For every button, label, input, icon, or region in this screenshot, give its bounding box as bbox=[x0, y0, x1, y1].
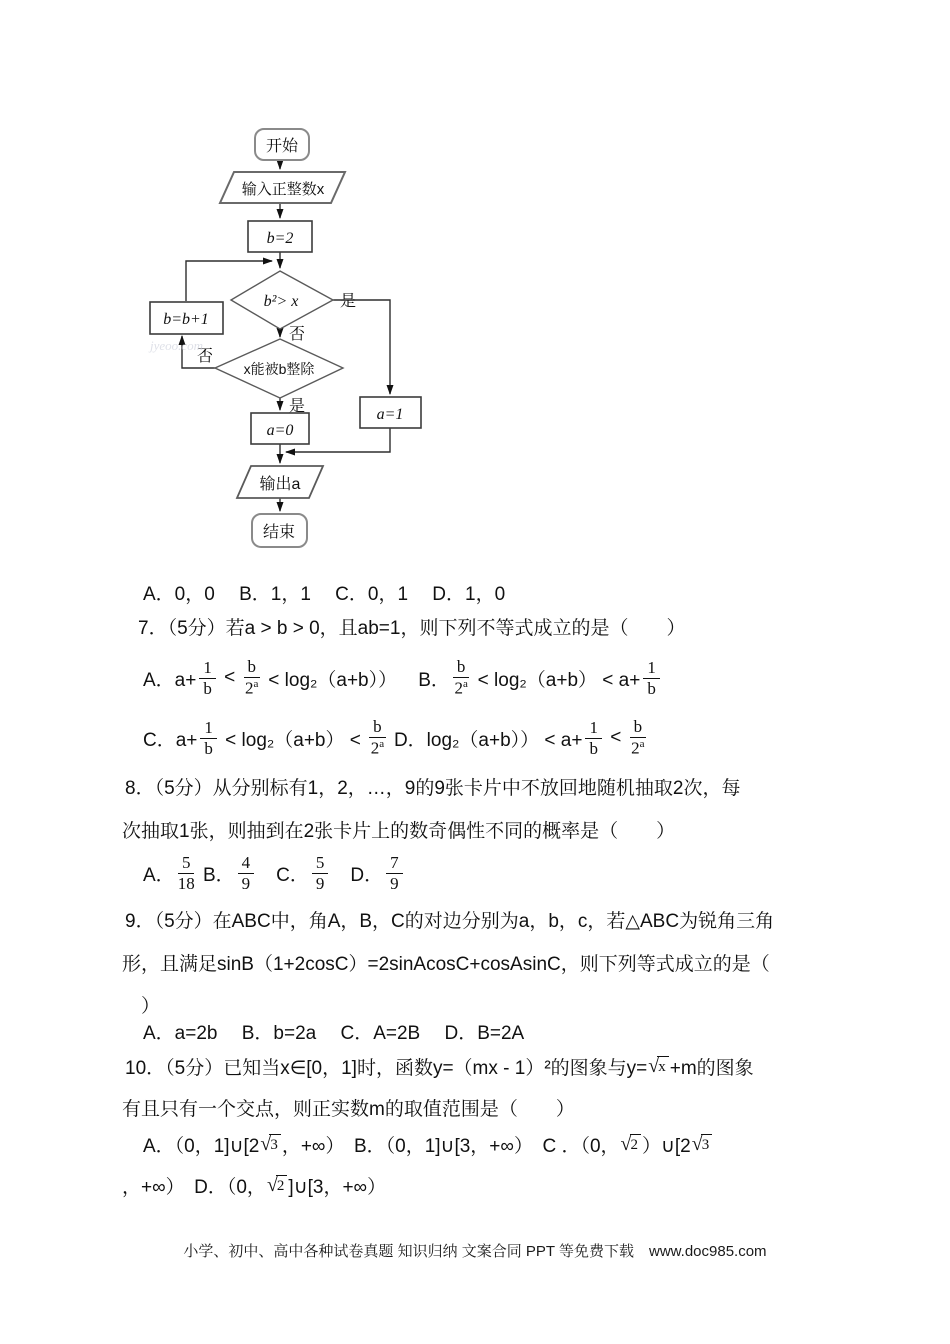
q9-stem-line1: 9．（5分）在ABC中，角A，B，C的对边分别为a，b，c，若△ABC为锐角三角 bbox=[125, 911, 775, 932]
fraction: $\frac{1}{b}$ bbox=[585, 719, 602, 758]
q9-options-line: A．a=2b B．b=2a C．A=2B D．B=2A bbox=[143, 1023, 525, 1044]
fraction: $\frac{4}{9}$ bbox=[238, 854, 255, 893]
sqrt-expression: √ 3 bbox=[260, 1134, 280, 1155]
fraction: $\frac{1}{b}$ bbox=[199, 659, 216, 698]
sqrt-expression: √ x bbox=[648, 1056, 668, 1077]
fraction: $\frac{5}{9}$ bbox=[312, 854, 329, 893]
fraction: $\frac{b}{2^a}$ bbox=[370, 717, 385, 758]
q10-options-line2 bbox=[122, 1167, 386, 1203]
radical-icon: √ bbox=[266, 1173, 278, 1196]
cond1-yes-label: 是 bbox=[339, 293, 357, 310]
sqrt-expression: √ 2 bbox=[267, 1175, 287, 1196]
q6-options-line: A．0，0 B．1，1 C．0，1 D．1，0 bbox=[143, 584, 506, 605]
math-text: ，+∞） D．（0， bbox=[122, 1176, 266, 1198]
math-text: 10．（5分）已知当x∈[0，1]时，函数y=（mx - 1）²的图象与y= bbox=[125, 1057, 648, 1079]
input-node-label: 输入正整数x bbox=[241, 181, 325, 198]
q8-options bbox=[143, 846, 406, 900]
math-text: ，+∞） B．（0，1]∪[3，+∞） C ．（0， bbox=[281, 1135, 620, 1157]
fraction: $\frac{b}{2^a}$ bbox=[631, 717, 645, 758]
fraction: $\frac{1}{b}$ bbox=[643, 659, 660, 698]
edge-cond1-yes-a1 bbox=[333, 300, 390, 394]
q8-stem-line2: 次抽取1张，则抽到在2张卡片上的数奇偶性不同的概率是（ ） bbox=[122, 821, 676, 842]
fraction: $\frac{b}{2^a}$ bbox=[245, 657, 259, 698]
radical-icon: √ bbox=[620, 1132, 632, 1155]
a0-node-label: a=0 bbox=[266, 422, 294, 439]
q10-stem-line2: 有且只有一个交点，则正实数m的取值范围是（ ） bbox=[122, 1099, 575, 1120]
math-text: < log₂（a+b） < a+ bbox=[472, 669, 641, 691]
cond1-no-label: 否 bbox=[288, 326, 306, 343]
radical-icon: √ bbox=[648, 1054, 660, 1077]
q10-options-line1 bbox=[143, 1126, 713, 1162]
q8-stem-line1: 8．（5分）从分别标有1，2，…，9的9张卡片中不放回地随机抽取2次，每 bbox=[125, 778, 741, 799]
cond2-no-label: 否 bbox=[196, 348, 214, 365]
init-node-label: b=2 bbox=[266, 230, 294, 247]
q7-options-cd bbox=[143, 709, 649, 767]
flowchart-diagram bbox=[0, 0, 950, 570]
fraction: $\frac{b}{2^a}$ bbox=[454, 657, 468, 698]
math-text: A．a+ bbox=[143, 669, 197, 691]
a1-node-label: a=1 bbox=[376, 406, 404, 423]
math-text: < log₂（a+b） < bbox=[219, 729, 367, 751]
q9-stem-line3: ） bbox=[122, 996, 161, 1017]
condition2-node-label: x能被b整除 bbox=[243, 361, 315, 377]
math-text: < log₂（a+b）） B． bbox=[263, 669, 450, 691]
q9-stem-line2: 形，且满足sinB（1+2cosC）=2sinAcosC+cosAsinC，则下列等式成立的是（ bbox=[122, 954, 770, 975]
math-text: D． bbox=[331, 864, 384, 886]
q7-stem: 7．（5分）若a > b > 0，且ab=1，则下列不等式成立的是（ ） bbox=[138, 618, 686, 639]
math-text: A． bbox=[143, 864, 175, 886]
math-text: < bbox=[218, 667, 241, 688]
watermark: jyeoo.com bbox=[150, 338, 204, 353]
increment-node-label: b=b+1 bbox=[163, 311, 209, 328]
cond2-yes-label: 是 bbox=[288, 398, 306, 415]
math-text: B． bbox=[197, 864, 235, 886]
math-text: D．log₂（a+b）） < a+ bbox=[388, 729, 583, 751]
flowchart-connectors bbox=[182, 160, 390, 511]
radical-icon: √ bbox=[260, 1132, 272, 1155]
math-text: < bbox=[604, 727, 627, 748]
fraction: $\frac{5}{18}$ bbox=[177, 852, 195, 893]
start-node-label: 开始 bbox=[265, 138, 299, 155]
sqrt-expression: √ 3 bbox=[692, 1134, 712, 1155]
condition1-node-label: b²> x bbox=[263, 293, 299, 310]
math-text: ）∪[2 bbox=[642, 1135, 691, 1157]
sqrt-expression: √ 2 bbox=[621, 1134, 641, 1155]
fraction: $\frac{7}{9}$ bbox=[386, 854, 403, 893]
end-node-label: 结束 bbox=[262, 524, 296, 541]
math-text: ]∪[3，+∞） bbox=[288, 1176, 387, 1198]
math-text: C．a+ bbox=[143, 729, 198, 751]
fraction: $\frac{1}{b}$ bbox=[200, 719, 217, 758]
radical-icon: √ bbox=[691, 1132, 703, 1155]
math-text: +m的图象 bbox=[669, 1057, 754, 1079]
math-text: A．（0，1]∪[2 bbox=[143, 1135, 260, 1157]
output-node-label: 输出a bbox=[259, 476, 301, 493]
footer-text: 小学、初中、高中各种试卷真题 知识归纳 文案合同 PPT 等免费下载 www.doc985.com bbox=[183, 1243, 767, 1260]
q7-options-ab bbox=[143, 649, 663, 707]
q10-stem-line1 bbox=[125, 1050, 754, 1082]
math-text: C． bbox=[257, 864, 309, 886]
